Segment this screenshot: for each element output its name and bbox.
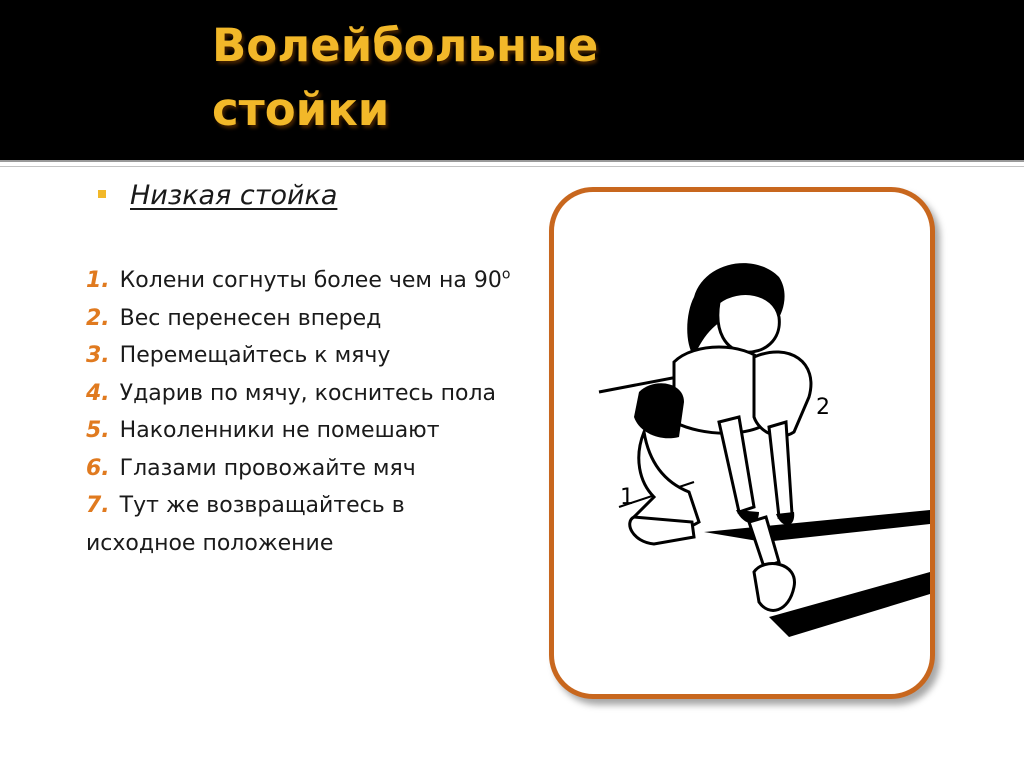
step-number: 1. [86,268,110,293]
step-item [86,300,516,338]
figure-label-2: 2 [816,395,830,420]
divider-line-thin [0,166,1024,167]
volleyball-low-stance-illustration [554,192,930,694]
step-item [86,412,516,450]
degree-superscript: o [501,266,511,283]
illustration-frame [549,187,935,699]
figure-label-1: 1 [620,485,634,510]
subtitle-bullet [98,180,337,211]
step-text: Перемещайтесь к мячу [119,343,391,368]
step-text: Вес перенесен вперед [119,305,382,331]
step-number: 6. [86,455,110,481]
bullet-square-icon [98,190,106,198]
step-item [86,487,516,562]
step-text: Глазами провожайте мяч [119,455,416,481]
step-number: 5. [86,418,110,443]
step-item [86,375,516,413]
step-number: 4. [86,380,110,406]
divider-line [0,160,1024,162]
step-text: Колени согнуты более чем на 90 [119,268,502,293]
step-text: Тут же возвращайтесь в исходное положение [86,493,405,556]
step-text: Ударив по мячу, коснитесь пола [119,380,496,406]
step-text: Наколенники не помешают [119,418,440,443]
step-number: 2. [86,305,110,331]
steps-list [86,262,516,562]
title-band [0,0,1024,160]
step-item [86,450,516,488]
step-item [86,337,516,375]
subtitle: Низкая стойка [130,180,338,211]
slide-title: Волейбольные стойки [212,19,599,136]
step-number: 3. [86,343,110,368]
step-item [86,262,516,300]
step-number: 7. [86,493,110,518]
